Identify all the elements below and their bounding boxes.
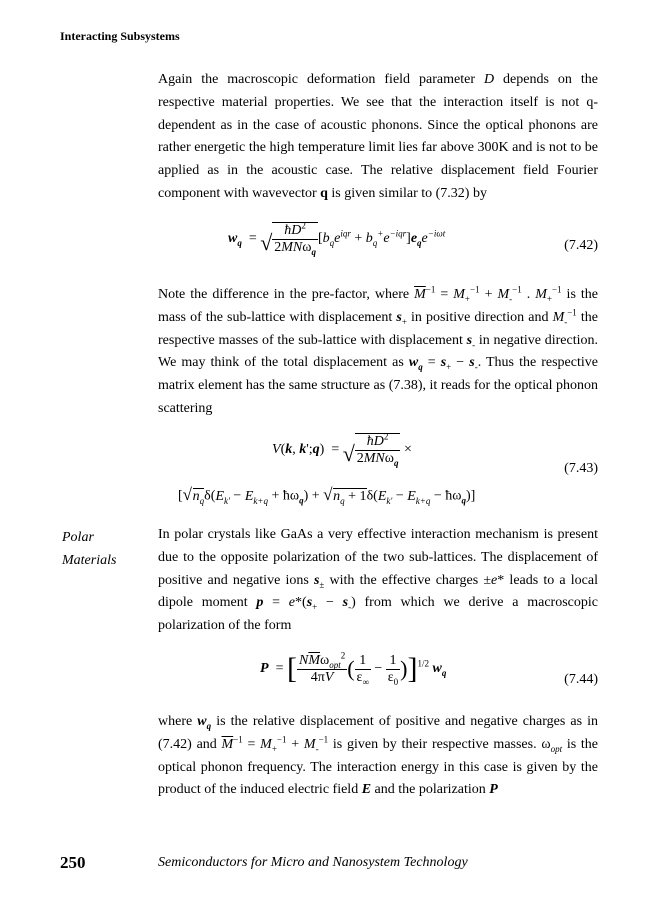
equation-7-43-line2: [ √ $n_q\delta(E_{k'} - E_{k+q}$ + $ħ\omega_q$) + √ $n_q + 1\delta(E_{k'} - E_{k+q}$ − $ħ\omega_q$)] [178, 485, 476, 506]
paragraph-4: where $w_q$ is the relative displacement of positive and negative charges as in (7.42) and $\overline{M}^{-1} = M_+^{-1} + M_-^{-1}$ is given by their respective masses. $\omega_{opt}$ is the optical phonon frequency. The interaction energy in this case is given by the product of the induced electric field E and the polarization P [158, 714, 599, 798]
equation-7-42: $w_q$ = √ $\frac{ħD^2}{2MN\omega_q}$ $[b_qe^{iqr} + b_q^+e^{-iqr}]e_qe^{-i\omega t}$ [228, 220, 446, 257]
equation-number-7-42: (7.42) [564, 238, 598, 253]
footer-book-title: Semiconductors for Micro and Nanosystem Technology [158, 855, 468, 870]
paragraph-3: In polar crystals like GaAs a very effective interaction mechanism is present due to the opposite polarization of the two sub-lattices. The displacement of positive and negative ions $s_\pm$ with the effective charges ±e* leads to a local dipole moment $p = e*(s_+ - s_-)$ from which we derive a macroscopic polarization of the form [158, 527, 598, 634]
paragraph-1: Again the macroscopic deformation field parameter D depends on the respective material properties. We see that the interaction itself is not q-dependent as in the case of acoustic phonons. Since the optical phonons are rather energetic the high temperature limit lies far above 300K and is not to be applied as in the acoustic case. The relative displacement field Fourier component with wavevector q is given similar to (7.32) by [158, 72, 598, 201]
equation-7-44: P = [ $\frac{N\overline{M}\omega_{opt}^2}{4\pi V}$ ( $\frac{1}{\varepsilon_\infty}$ − $\frac{1}{\varepsilon_0}$ )]$^{1/2}$ $w_q$ [260, 649, 447, 687]
running-header: Interacting Subsystems [60, 29, 180, 43]
margin-note: Polar Materials [62, 530, 117, 568]
page-number: 250 [60, 853, 86, 872]
equation-number-7-43: (7.43) [564, 461, 598, 476]
equation-number-7-44: (7.44) [564, 672, 598, 687]
equation-7-43-line1: V(k, k';q) = √ $\frac{ħD^2}{2MN\omega_q}$ × [272, 431, 412, 468]
paragraph-2: Note the difference in the pre-factor, where $\overline{M}^{-1} = M_+^{-1} + M_-^{-1}$ . $M_+^{-1}$ is the mass of the sub-lattice with displacement $s_+$ in positive direction and $M_-^{-1}$ the respective masses of the sub-lattice with displacement $s_-$ in negative direction. We may think of the total displacement as $w_q = s_+ - s_-$. Thus the respective matrix element has the same structure as (7.38), it reads for the optical phonon scattering [158, 284, 599, 416]
